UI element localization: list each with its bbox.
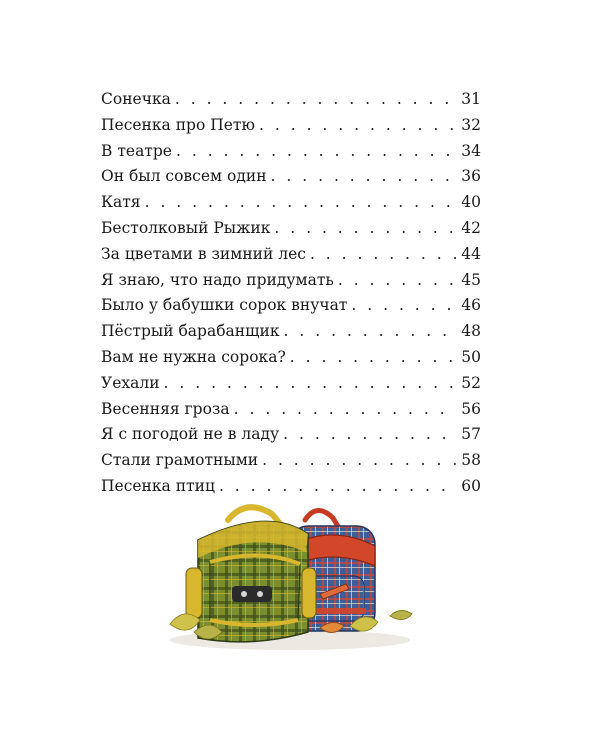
toc-entry-title: Катя (101, 193, 141, 212)
toc-entry-page: 58 (461, 451, 481, 470)
toc-entry[interactable] (101, 268, 481, 294)
toc-dot-leader (145, 190, 457, 216)
toc-dot-leader (262, 448, 457, 474)
table-of-contents (101, 87, 481, 500)
toc-dot-leader (234, 397, 457, 423)
toc-entry-page: 36 (461, 167, 481, 186)
toc-entry-title: Сонечка (101, 90, 171, 108)
toc-entry-page: 57 (461, 425, 481, 444)
toc-entry-title: Вам не нужна сорока? (101, 347, 286, 366)
toc-entry-title: Я с погодой не в ладу (101, 425, 280, 444)
toc-dot-leader (338, 268, 457, 294)
toc-entry[interactable] (101, 216, 481, 242)
toc-entry-page: 34 (461, 141, 481, 160)
toc-dot-leader (271, 164, 457, 190)
toc-entry-title: В театре (101, 141, 172, 160)
toc-entry[interactable] (101, 448, 481, 474)
toc-entry[interactable] (101, 164, 481, 190)
toc-entry[interactable] (101, 371, 481, 397)
toc-dot-leader (175, 87, 457, 113)
toc-entry[interactable] (101, 190, 481, 216)
toc-entry[interactable] (101, 397, 481, 423)
toc-entry[interactable] (101, 242, 481, 268)
toc-entry[interactable] (101, 293, 481, 319)
toc-entry-title: Уехали (101, 373, 160, 392)
toc-entry-page: 48 (461, 322, 481, 341)
toc-dot-leader (310, 242, 457, 268)
toc-entry-page: 42 (461, 218, 481, 237)
toc-dot-leader (283, 422, 457, 448)
toc-entry-page: 46 (461, 296, 481, 315)
toc-dot-leader (176, 139, 457, 165)
toc-entry-page: 44 (461, 244, 481, 263)
toc-entry-page: 40 (461, 193, 481, 212)
toc-entry[interactable] (101, 345, 481, 371)
toc-entry-title: Песенка птиц (101, 476, 215, 495)
toc-entry-title: Я знаю, что надо придумать (101, 270, 334, 289)
toc-entry-page: 32 (461, 115, 481, 134)
toc-entry[interactable] (101, 139, 481, 165)
toc-entry-page: 56 (461, 399, 481, 418)
toc-entry[interactable] (101, 474, 481, 500)
toc-entry-title: Песенка про Петю (101, 115, 256, 134)
toc-entry[interactable] (101, 87, 481, 113)
toc-entry[interactable] (101, 422, 481, 448)
toc-entry[interactable] (101, 319, 481, 345)
toc-entry[interactable] (101, 113, 481, 139)
toc-entry-page: 52 (461, 373, 481, 392)
toc-dot-leader (219, 474, 457, 500)
toc-entry-title: Было у бабушки сорок внучат (101, 296, 348, 315)
toc-dot-leader (290, 345, 457, 371)
toc-entry-page: 31 (461, 90, 481, 108)
toc-entry-title: Пёстрый барабанщик (101, 322, 280, 341)
toc-entry-title: Весенняя гроза (101, 399, 230, 418)
toc-dot-leader (274, 216, 457, 242)
toc-dot-leader (284, 319, 457, 345)
toc-dot-leader (164, 371, 457, 397)
toc-entry-title: За цветами в зимний лес (101, 244, 306, 263)
toc-entry-title: Бестолковый Рыжик (101, 218, 271, 237)
toc-dot-leader (351, 293, 457, 319)
toc-dot-leader (259, 113, 457, 139)
green-backpack (186, 507, 316, 642)
toc-entry-page: 50 (461, 347, 481, 366)
toc-entry-title: Он был совсем один (101, 167, 267, 186)
toc-entry-page: 60 (461, 476, 481, 495)
toc-entry-page: 45 (461, 270, 481, 289)
school-backpacks-illustration (150, 498, 430, 658)
toc-entry-title: Стали грамотными (101, 451, 259, 470)
